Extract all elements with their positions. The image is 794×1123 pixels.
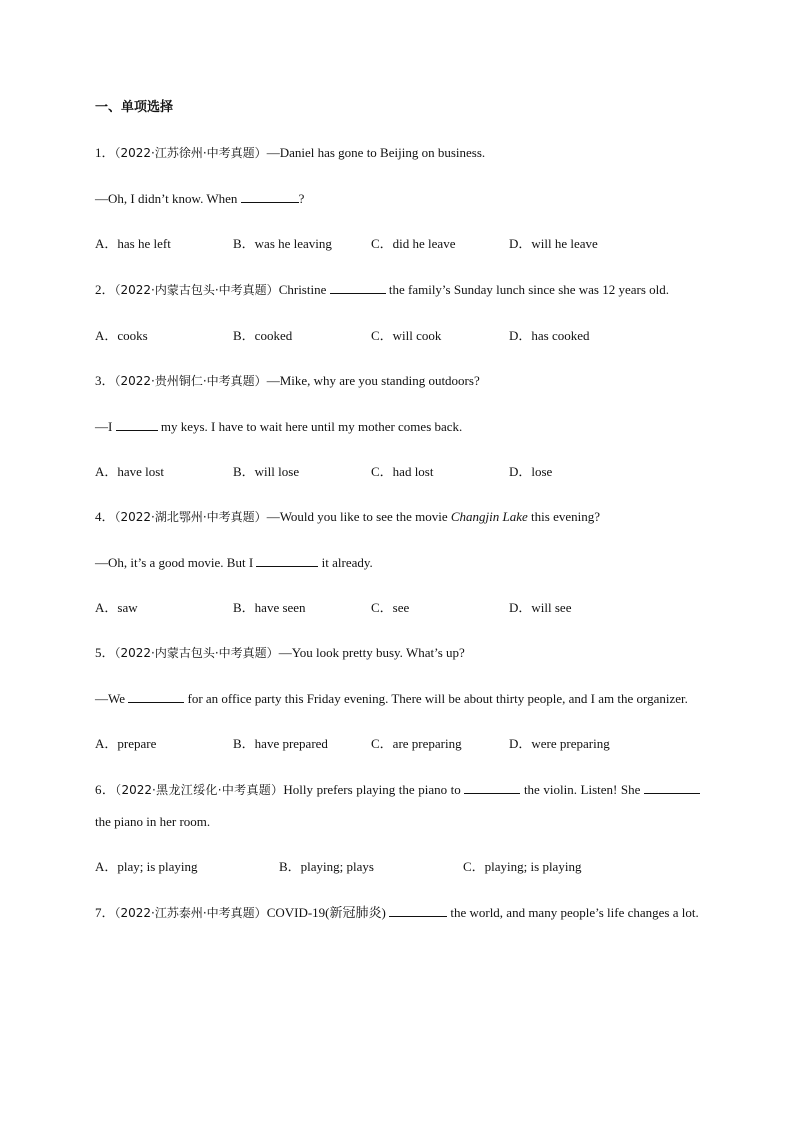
question-6-stem [95,774,700,837]
question-number: 1． [95,145,115,160]
question-text: —We [95,691,129,706]
option-d[interactable]: D．has cooked [509,328,590,343]
option-d[interactable]: D．will he leave [509,236,598,251]
answer-blank[interactable] [389,902,447,917]
option-a[interactable]: A．have lost [95,464,164,479]
question-source: （2022·内蒙古包头·中考真题） [114,283,279,297]
option-b[interactable]: B．was he leaving [233,236,332,251]
section-title: 一、单项选择 [95,100,174,115]
option-d[interactable]: D．lose [509,464,553,479]
question-4-options [95,598,700,618]
question-4-response [95,552,700,573]
option-b[interactable]: B．playing; plays [279,859,374,874]
question-number: 4． [95,509,115,524]
worksheet-page [95,98,700,949]
answer-blank[interactable] [128,688,184,703]
question-3-stem [95,371,700,391]
option-c[interactable]: C．are preparing [371,736,462,751]
question-5-options [95,734,700,754]
question-text: this evening? [527,509,600,524]
option-a[interactable]: A．play; is playing [95,859,198,874]
question-3-response [95,416,700,437]
question-5-response [95,683,700,714]
option-c[interactable]: C．did he leave [371,236,456,251]
question-1-options [95,234,700,254]
movie-title: Changjin Lake [450,509,528,524]
option-b[interactable]: B．have seen [233,600,306,615]
answer-blank[interactable] [116,416,158,431]
option-c[interactable]: C．had lost [371,464,434,479]
question-text: ? [298,191,305,206]
option-a[interactable]: A．cooks [95,328,148,343]
question-1-stem [95,143,700,163]
question-number: 7． [95,905,115,920]
question-number: 3． [95,373,115,388]
question-text: —Mike, why are you standing outdoors? [266,373,480,388]
question-number: 6． [95,782,116,797]
question-4-stem [95,507,700,527]
answer-blank[interactable] [330,279,386,294]
option-a[interactable]: A．saw [95,600,138,615]
question-text: —Daniel has gone to Beijing on business. [266,145,486,160]
question-7-stem [95,897,700,929]
question-text: it already. [318,555,373,570]
question-text: —Would you like to see the movie [266,509,451,524]
question-text: the world, and many people’s life changes a lot. [447,905,699,920]
option-b[interactable]: B．cooked [233,328,293,343]
answer-blank[interactable] [644,779,700,794]
question-5-stem [95,643,700,663]
option-d[interactable]: D．were preparing [509,736,610,751]
question-2-options [95,326,700,346]
question-text: Holly prefers playing the piano to [283,782,465,797]
question-source: （2022·贵州铜仁·中考真题） [114,374,267,388]
question-source: （2022·黑龙江绥化·中考真题） [115,783,284,797]
question-text: —Oh, it’s a good movie. But I [95,555,257,570]
option-b[interactable]: B．have prepared [233,736,328,751]
question-1-response [95,188,700,209]
question-number: 2． [95,282,115,297]
question-text: the family’s Sunday lunch since she was 12 years old. [385,282,670,297]
question-text: COVID-19(新冠肺炎) [266,905,390,920]
question-number: 5． [95,645,115,660]
question-text: the violin. Listen! She [520,782,644,797]
option-a[interactable]: A．prepare [95,736,157,751]
question-source: （2022·江苏徐州·中考真题） [114,146,267,160]
question-text: —You look pretty busy. What’s up? [278,645,465,660]
option-b[interactable]: B．will lose [233,464,300,479]
option-d[interactable]: D．will see [509,600,572,615]
question-3-options [95,462,700,482]
question-2-stem [95,274,700,306]
option-c[interactable]: C．see [371,600,410,615]
answer-blank[interactable] [256,552,318,567]
answer-blank[interactable] [241,188,299,203]
question-6-options [95,857,700,877]
question-text: for an office party this Friday evening. There will be about thirty people, and I am the organizer. [184,691,688,706]
question-text: —I [95,419,116,434]
option-a[interactable]: A．has he left [95,236,171,251]
option-c[interactable]: C．playing; is playing [463,859,582,874]
question-source: （2022·内蒙古包头·中考真题） [114,646,279,660]
question-source: （2022·江苏泰州·中考真题） [114,906,267,920]
question-text: my keys. I have to wait here until my mother comes back. [157,419,463,434]
question-text: —Oh, I didn’t know. When [95,191,241,206]
question-text: the piano in her room. [95,814,211,829]
question-text: Christine [278,282,330,297]
option-c[interactable]: C．will cook [371,328,442,343]
answer-blank[interactable] [464,779,520,794]
question-source: （2022·湖北鄂州·中考真题） [114,510,267,524]
